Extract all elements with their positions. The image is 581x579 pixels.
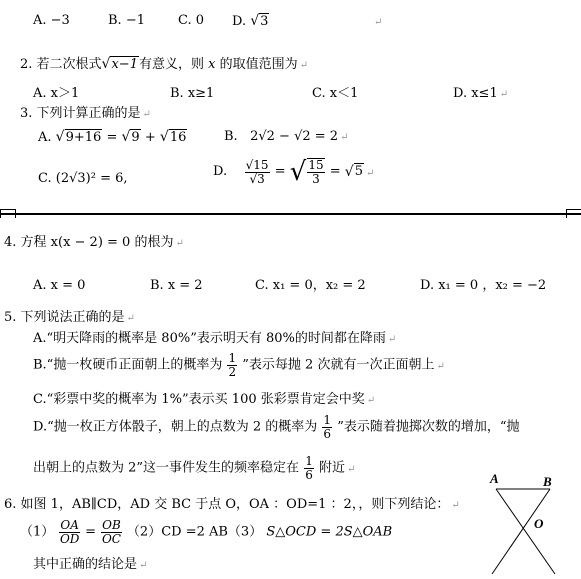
return-mark: ↵ (299, 60, 309, 71)
q3-b-label: B. (224, 129, 238, 144)
q5-d-suffix: ”表示随着抛掷次数的增加，“抛 (337, 419, 520, 435)
q3-a-radicand-1: 9+16 (65, 130, 102, 145)
q5-option-d (33, 414, 520, 441)
q3-a-label: A. (38, 130, 52, 145)
figure-1-diagram (470, 470, 578, 578)
q5-d-fraction (322, 414, 332, 441)
q2-stem-mid: 有意义，则 (138, 57, 204, 72)
q1-option-d-radicand: 3 (260, 14, 269, 29)
q3-d-numerator: √15 (245, 157, 269, 172)
q6-stem-text: 6. 如图 1，AB∥CD，AD 交 BC 于点 O，OA ：OD=1 ：2，，则下列结论： (4, 497, 450, 512)
segment-ad (496, 489, 555, 574)
q5-d2-numerator: 1 (305, 454, 313, 468)
return-mark: ↵ (340, 132, 349, 143)
q3-d-equals-2: = (329, 164, 341, 179)
figure-label-o: O (534, 516, 544, 531)
q6-frac2-denominator: OC (101, 532, 121, 546)
q3-stem (20, 106, 151, 123)
q3-c-label: C. (38, 171, 52, 186)
q1-option-a: A. −3 (33, 13, 70, 28)
q3-a-radicand-3: 16 (169, 130, 187, 145)
return-mark: ↵ (175, 238, 184, 249)
q6-frac2-numerator: OB (102, 518, 121, 532)
q4-stem (4, 235, 184, 252)
return-mark: ↵ (365, 167, 375, 179)
q3-option-c (38, 171, 128, 187)
q2-stem-prefix: 2. 若二次根式 (20, 57, 102, 72)
q5-option-b (33, 352, 445, 379)
q5-a-text: A.“明天降雨的概率是 80%”表示明天有 80%的时间都在降雨 (33, 331, 386, 346)
q1-option-d-label: D. (232, 14, 247, 29)
q4-stem-text: 4. 方程 x(x − 2) = 0 的根为 (4, 235, 174, 250)
return-mark: ↵ (451, 500, 460, 511)
q3-option-d: D. $\frac{√15}{√3}$ = √ $\frac{15}{3}$ = √5 ↵ (213, 157, 375, 187)
return-mark: ↵ (436, 361, 445, 372)
q3-a-equals: = (106, 130, 118, 145)
q3-option-a: A. √9+16 = √9 + √16 (38, 129, 187, 145)
q5-d2-suffix: 附近 (318, 460, 345, 476)
q1-option-b: B. −1 (108, 13, 145, 28)
return-mark: ↵ (126, 313, 135, 324)
return-mark: ↵ (387, 334, 397, 345)
q4-option-a: A. x = 0 (33, 278, 86, 293)
return-mark: ↵ (139, 560, 148, 571)
q2-stem-suffix: 的取值范围为 (219, 57, 298, 72)
q5-b-denominator: 2 (228, 365, 237, 379)
q2-option-d-text: D. x≤1 (453, 86, 498, 101)
q5-option-d-continued (33, 455, 355, 482)
q6-frac1-numerator: OA (60, 518, 79, 532)
return-mark: ↵ (366, 395, 376, 406)
page-break-mark-left (0, 209, 16, 218)
q3-stem-text: 3. 下列计算正确的是 (20, 106, 141, 121)
q2-option-b: B. x≥1 (170, 86, 215, 101)
q2-option-c: C. x＜1 (312, 86, 359, 101)
q3-d-label: D. (213, 164, 228, 179)
q5-d-denominator: 6 (323, 427, 332, 441)
q5-b-numerator: 1 (228, 351, 237, 365)
q3-a-radicand-2: 9 (131, 130, 140, 145)
return-mark: ↵ (347, 464, 356, 475)
q2-option-a: A. x＞1 (33, 86, 80, 101)
q2-var: x (208, 57, 216, 72)
return-mark: ↵ (374, 17, 383, 28)
q5-option-a (33, 331, 396, 348)
q4-option-b: B. x = 2 (150, 278, 203, 293)
q1-option-c: C. 0 (178, 13, 205, 28)
q6-conclusion-3: S△OCD = 2S△OAB (266, 524, 393, 540)
q4-option-d: D. x₁ = 0 ，x₂ = −2 (420, 278, 547, 293)
q5-option-c (33, 392, 375, 409)
q1-option-d: D. √3 (232, 13, 269, 29)
return-mark: ↵ (142, 109, 151, 120)
q5-stem-text: 5. 下列说法正确的是 (4, 310, 125, 325)
q5-d2-fraction (304, 455, 314, 482)
q6-conclusion-1-label: （1） (20, 524, 55, 540)
page-break-line (0, 213, 581, 215)
q2-radicand: x−1 (111, 57, 138, 72)
q5-stem (4, 310, 135, 327)
q3-d-equals-1: = (274, 164, 286, 179)
q6-conclusion-2: （2）CD =2 AB（3） (126, 524, 263, 540)
q2-stem: 2. 若二次根式√x−1有意义，则 x 的取值范围为 ↵ (20, 56, 309, 72)
q5-d-numerator: 1 (323, 413, 332, 427)
return-mark: ↵ (499, 89, 509, 100)
q6-stem (4, 497, 460, 514)
q5-d2-prefix: 出朝上的点数为 2”这一事件发生的频率稳定在 (33, 460, 300, 476)
q2-option-d (453, 86, 508, 103)
q5-d-prefix: D.“抛一枚正方体骰子，朝上的点数为 2 的概率为 (33, 419, 318, 435)
q5-d2-denominator: 6 (305, 468, 313, 482)
q6-fraction-2 (101, 519, 122, 546)
q6-conclusions (20, 519, 392, 546)
q3-d-result: 5 (354, 164, 363, 179)
q3-c-expr: (2√3)² = 6, (55, 171, 128, 186)
figure-label-b: B (543, 474, 552, 489)
q3-d-fraction-2 (307, 158, 324, 186)
q3-a-plus: + (144, 130, 156, 145)
q5-b-fraction (227, 352, 237, 379)
q6-frac1-denominator: OD (59, 532, 80, 546)
q5-b-prefix: B.“抛一枚硬币正面朝上的概率为 (33, 357, 223, 373)
q3-d-inner-numerator: 15 (308, 158, 324, 172)
page-break-mark-right (566, 209, 581, 218)
q3-option-b (224, 129, 348, 146)
q4-option-c: C. x₁ = 0，x₂ = 2 (255, 278, 366, 293)
q5-b-suffix: ”表示每抛 2 次就有一次正面朝上 (242, 357, 435, 373)
q3-b-expr: 2√2 − √2 = 2 (250, 129, 339, 144)
q3-d-denominator: √3 (249, 171, 265, 186)
q6-conclusion-prompt (33, 557, 147, 574)
q5-c-text: C.“彩票中奖的概率为 1%”表示买 100 张彩票肯定会中奖 (33, 392, 365, 407)
q3-d-inner-denominator: 3 (312, 172, 320, 186)
q3-d-fraction-1 (245, 159, 270, 186)
figure-label-a: A (490, 471, 499, 486)
q6-conclusion-text: 其中正确的结论是 (33, 557, 138, 572)
q6-equals: = (85, 524, 96, 540)
q6-fraction-1 (59, 519, 80, 546)
